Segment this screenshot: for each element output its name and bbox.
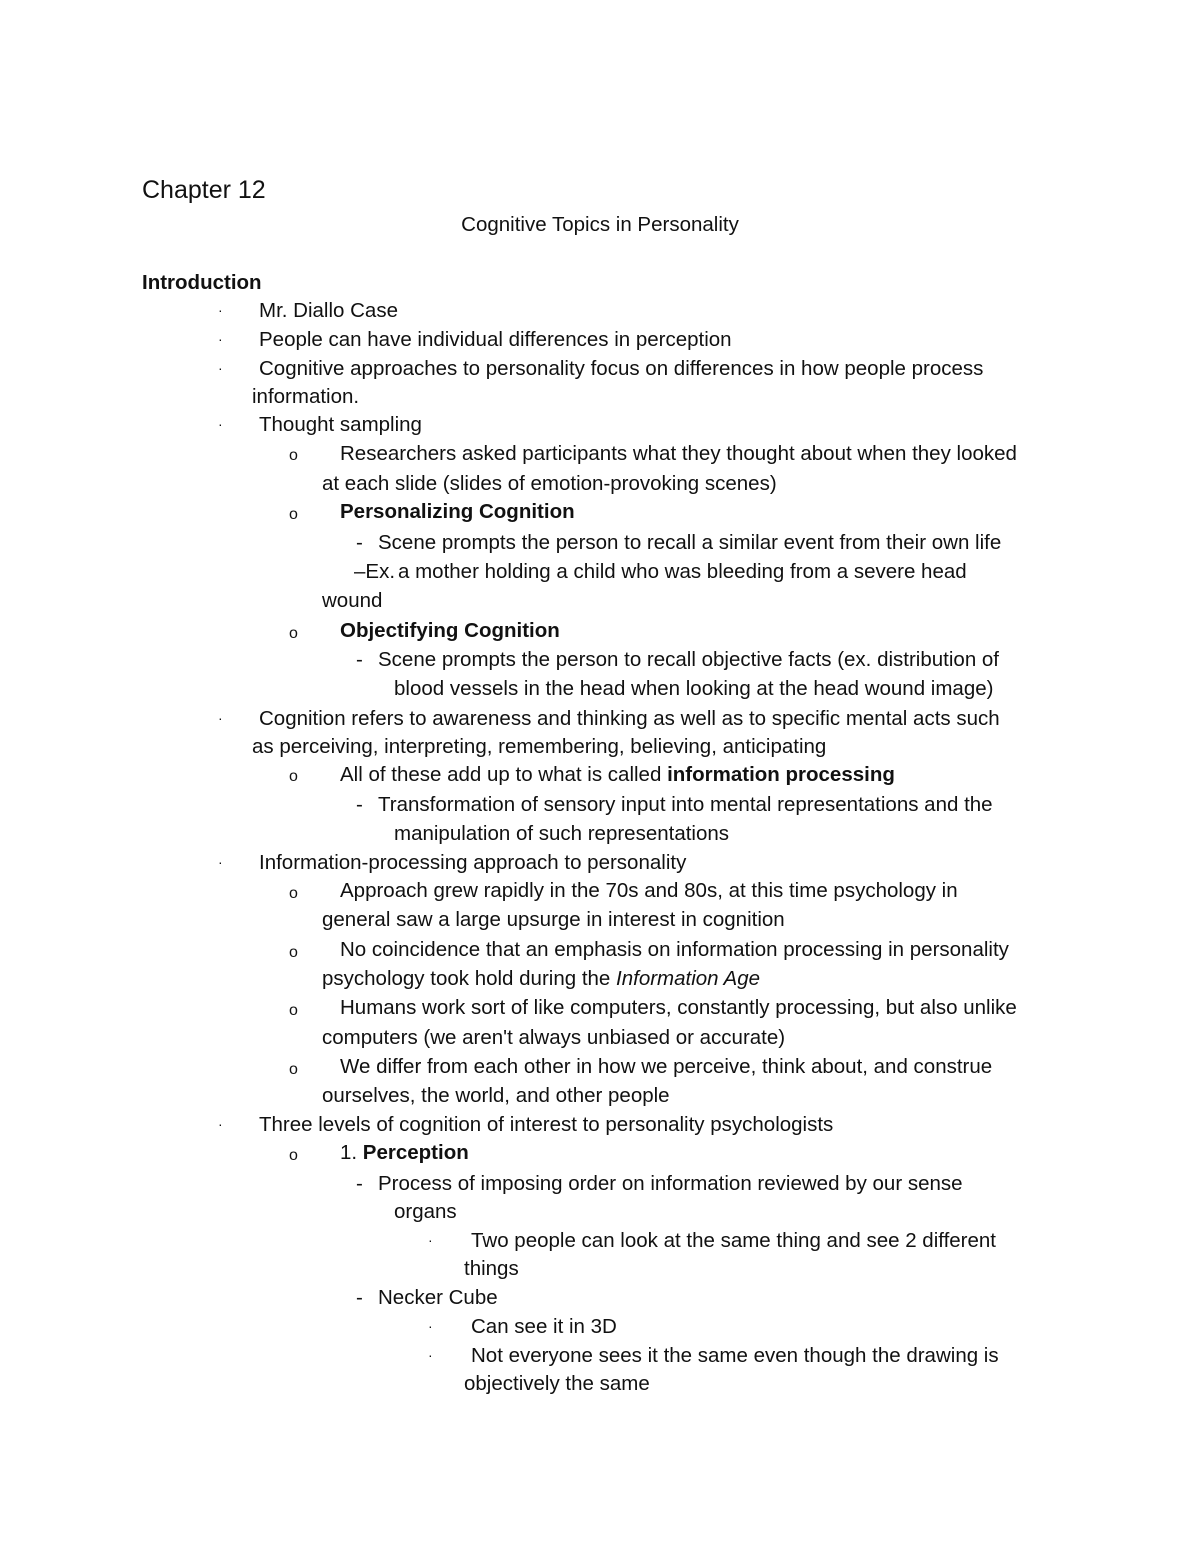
list-item: Scene prompts the person to recall a similar event from their own life [378,531,1002,554]
bullet-dot: · [218,416,223,432]
list-item: Humans work sort of like computers, constantly processing, but also unlike [340,996,1017,1019]
list-item-continuation: computers (we aren't always unbiased or accurate) [322,1026,786,1049]
term-perception: Perception [362,1141,469,1164]
list-item: Scene prompts the person to recall objective facts (ex. distribution of [378,648,1000,671]
list-item-continuation: information. [252,385,360,408]
bullet-dot: · [428,1347,433,1363]
list-item-continuation: things [464,1257,519,1280]
list-item-continuation: ourselves, the world, and other people [322,1084,670,1107]
list-item: Necker Cube [378,1286,498,1309]
bullet-dot: · [218,331,223,347]
section-heading: Introduction [142,271,262,294]
bullet-dash: - [356,1172,363,1195]
list-item: Two people can look at the same thing and see 2 different [471,1229,997,1252]
list-item: Process of imposing order on information reviewed by our sense [378,1172,963,1195]
list-item-continuation: blood vessels in the head when looking at the head wound image) [394,677,994,700]
list-item: No coincidence that an emphasis on information processing in personality [340,938,1009,961]
list-item: a mother holding a child who was bleeding from a severe head [398,560,967,583]
list-item [340,763,895,787]
list-item [340,1141,469,1165]
term-personalizing-cognition: Personalizing Cognition [340,500,575,523]
list-item: We differ from each other in how we perceive, think about, and construe [340,1055,993,1078]
list-item: Not everyone sees it the same even though the drawing is [471,1344,999,1367]
list-item: Approach grew rapidly in the 70s and 80s, at this time psychology in [340,879,958,902]
bullet-circle: o [289,506,298,523]
list-item-continuation: manipulation of such representations [394,822,730,845]
bullet-circle: o [289,625,298,642]
bullet-dash: - [356,531,363,554]
term-information-age: Information Age [616,967,760,990]
page-subtitle: Cognitive Topics in Personality [461,213,739,236]
bullet-dot: · [218,854,223,870]
bullet-dot: · [218,1116,223,1132]
list-item-continuation: general saw a large upsurge in interest in cognition [322,908,785,931]
bullet-circle: o [289,447,298,464]
bullet-dot: · [218,302,223,318]
list-item: Cognitive approaches to personality focus on differences in how people process [259,357,984,380]
list-item: Information-processing approach to personality [259,851,687,874]
list-item-continuation: wound [322,589,383,612]
text-run: psychology took hold during the [322,967,617,990]
bullet-dash-ex: –Ex. [354,560,396,583]
bullet-circle: o [289,944,298,961]
term-objectifying-cognition: Objectifying Cognition [340,619,560,642]
list-item: Mr. Diallo Case [259,299,398,322]
list-item-continuation: at each slide (slides of emotion-provoking scenes) [322,472,777,495]
bullet-dot: · [428,1232,433,1248]
bullet-dot: · [428,1318,433,1334]
bullet-circle: o [289,1061,298,1078]
list-item-continuation: as perceiving, interpreting, remembering, believing, anticipating [252,735,827,758]
bullet-circle: o [289,768,298,785]
list-item-continuation: organs [394,1200,457,1223]
list-item: People can have individual differences in perception [259,328,732,351]
text-run: 1. [340,1141,363,1164]
list-item-continuation: objectively the same [464,1372,650,1395]
chapter-title: Chapter 12 [142,176,266,204]
list-item: Three levels of cognition of interest to personality psychologists [259,1113,834,1136]
bullet-dot: · [218,710,223,726]
bullet-dash: - [356,1286,363,1309]
list-item: Transformation of sensory input into mental representations and the [378,793,993,816]
list-item: Cognition refers to awareness and thinking as well as to specific mental acts such [259,707,1000,730]
bullet-circle: o [289,885,298,902]
bullet-dash: - [356,648,363,671]
list-item: Thought sampling [259,413,422,436]
term-information-processing: information processing [667,763,895,786]
text-run: All of these add up to what is called [340,763,668,786]
list-item: Can see it in 3D [471,1315,617,1338]
bullet-dash: - [356,793,363,816]
bullet-circle: o [289,1002,298,1019]
bullet-dot: · [218,360,223,376]
list-item-continuation [322,967,760,991]
list-item: Researchers asked participants what they thought about when they looked [340,442,1017,465]
bullet-circle: o [289,1147,298,1164]
